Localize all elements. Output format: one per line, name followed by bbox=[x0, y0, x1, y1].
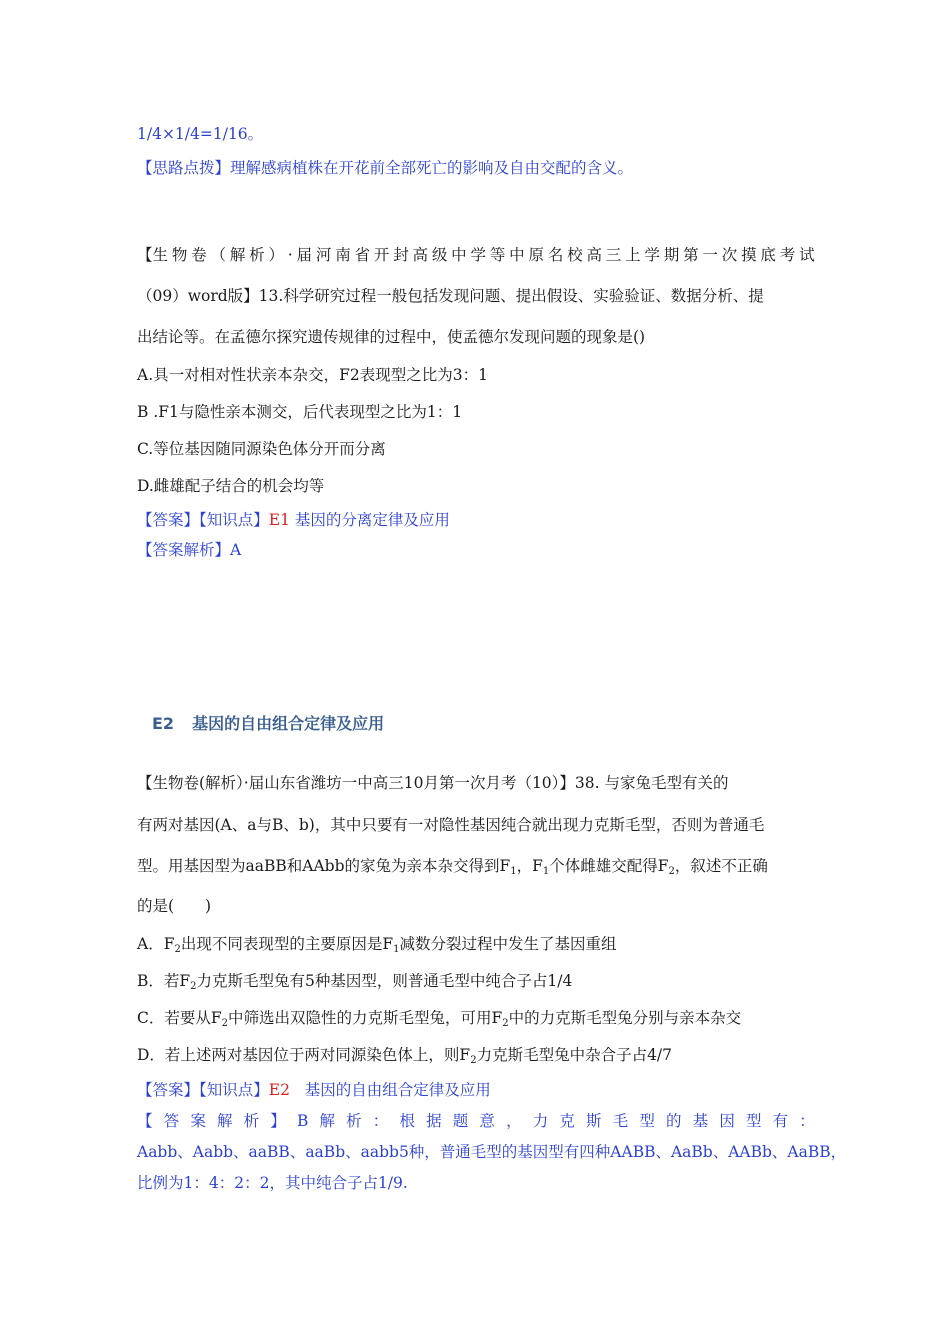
text-segment: ，叙述不正确 bbox=[674, 857, 768, 875]
spread-char: 一 bbox=[702, 246, 718, 264]
spread-char: 据 bbox=[426, 1112, 442, 1130]
spread-char: 高 bbox=[586, 246, 602, 264]
q13-title-line3: 出结论等。在孟德尔探究遗传规律的过程中，使孟德尔发现问题的现象是() bbox=[137, 328, 646, 346]
spread-char: ： bbox=[372, 1112, 389, 1130]
spread-char: 的 bbox=[666, 1112, 682, 1130]
text-segment: 中的力克斯毛型兔分别与亲本杂交 bbox=[508, 1009, 742, 1027]
spread-char: 中 bbox=[509, 246, 525, 264]
spread-char: 等 bbox=[489, 246, 506, 264]
q13-option-c: C.等位基因随同源染色体分开而分离 bbox=[137, 440, 386, 458]
spread-char: 】 bbox=[270, 1112, 286, 1130]
spread-char: 考 bbox=[779, 246, 796, 264]
spread-char: 型 bbox=[745, 1112, 762, 1130]
spread-char: 届 bbox=[296, 246, 313, 264]
spread-char: 答 bbox=[163, 1112, 180, 1130]
spread-char: ） bbox=[268, 246, 284, 264]
subscript: 1 bbox=[510, 866, 517, 877]
spread-char: 析 bbox=[243, 1112, 260, 1130]
text-segment: 力克斯毛型兔有5种基因型，则普通毛型中纯合子占1/4 bbox=[196, 972, 573, 990]
spread-char: 基 bbox=[692, 1112, 709, 1130]
text-segment: 力克斯毛型兔中杂合子占4/7 bbox=[476, 1046, 673, 1064]
spread-char: 学 bbox=[470, 246, 487, 264]
spread-char: ： bbox=[799, 1112, 815, 1130]
subscript: 2 bbox=[190, 981, 197, 992]
spread-char: 型 bbox=[639, 1112, 655, 1130]
spread-char: 原 bbox=[528, 246, 544, 264]
spread-char: 南 bbox=[335, 246, 351, 264]
spread-char: 名 bbox=[547, 246, 564, 264]
q38-title-line4: 的是( ) bbox=[137, 897, 212, 915]
q38-answer-line bbox=[137, 1080, 491, 1100]
knowledge-point-text: 基因的自由组合定律及应用 bbox=[304, 1081, 491, 1099]
answer-tag: 【答案】【知识点】 bbox=[137, 511, 269, 529]
subscript: 1 bbox=[542, 866, 550, 877]
q38-option-d bbox=[137, 1045, 672, 1065]
q38-title-line2: 有两对基因(A、a与B、b)，其中只要有一对隐性基因纯合就出现力克斯毛型，否则为普通毛 bbox=[137, 816, 765, 834]
knowledge-point-code: E1 bbox=[268, 511, 290, 529]
q38-analysis-line1 bbox=[137, 1111, 815, 1131]
spread-char: 试 bbox=[799, 246, 815, 264]
q13-option-a: A.具一对相对性状亲本杂交，F2表现型之比为3：1 bbox=[137, 366, 488, 384]
spread-char: 学 bbox=[644, 246, 660, 264]
text-segment: 减数分裂过程中发生了基因重组 bbox=[399, 935, 617, 953]
spread-char: 析 bbox=[249, 246, 265, 264]
spread-char: 开 bbox=[373, 246, 390, 264]
q13-answer-line bbox=[137, 510, 450, 530]
spread-char: 中 bbox=[451, 246, 467, 264]
hint-line bbox=[137, 158, 633, 178]
q38-title-line1: 【生物卷(解析）·届山东省潍坊一中高三10月第一次月考（10）】38. 与家兔毛型有关的 bbox=[137, 774, 729, 792]
subscript: 2 bbox=[668, 866, 675, 877]
spread-char: 力 bbox=[532, 1112, 549, 1130]
q13-option-b: B .F1与隐性亲本测交，后代表现型之比为1：1 bbox=[137, 403, 463, 421]
q13-analysis-line bbox=[137, 540, 241, 560]
answer-tag: 【答案】【知识点】 bbox=[137, 1081, 269, 1099]
subscript: 2 bbox=[502, 1018, 509, 1029]
subscript: 2 bbox=[174, 944, 181, 955]
text-segment: ，F bbox=[516, 857, 543, 875]
q38-option-b bbox=[137, 971, 572, 991]
spread-char: 克 bbox=[559, 1112, 575, 1130]
q38-analysis-line3: 比例为1：4：2：2，其中纯合子占1/9. bbox=[137, 1174, 408, 1192]
q38-analysis-line2: Aabb、Aabb、aaBB、aaBb、aabb5种，普通毛型的基因型有四种AABB、AaBb、AABb、AaBB， bbox=[137, 1143, 847, 1161]
text-segment: B．若F bbox=[137, 972, 191, 990]
analysis-tag: 【答案解析】 bbox=[137, 541, 231, 559]
text-segment: 个体雌雄交配得F bbox=[549, 857, 669, 875]
spread-char: 级 bbox=[431, 246, 448, 264]
calc-line: 1/4×1/4=1/16。 bbox=[137, 125, 264, 143]
spread-char: 根 bbox=[399, 1112, 415, 1130]
knowledge-point-text: 基因的分离定律及应用 bbox=[294, 511, 450, 529]
spread-char: 河 bbox=[315, 246, 332, 264]
section-code: E2 bbox=[152, 714, 175, 733]
spread-char: 意 bbox=[479, 1112, 495, 1130]
section-title: 基因的自由组合定律及应用 bbox=[192, 714, 385, 733]
text-segment: C．若要从F bbox=[137, 1009, 222, 1027]
spread-char: 高 bbox=[412, 246, 429, 264]
spread-char: 解 bbox=[216, 1112, 233, 1130]
spread-char: 卷 bbox=[191, 246, 207, 264]
spread-char: 省 bbox=[354, 246, 371, 264]
text-segment: 出现不同表现型的主要原因是F bbox=[180, 935, 394, 953]
text-segment: D．若上述两对基因位于两对同源染色体上，则F bbox=[137, 1046, 471, 1064]
spread-char: 第 bbox=[683, 246, 699, 264]
spread-char: 底 bbox=[760, 246, 776, 264]
spread-char: 三 bbox=[605, 246, 622, 264]
spread-char: 校 bbox=[567, 246, 583, 264]
spread-char: 解 bbox=[229, 246, 246, 264]
text-segment: 型。用基因型为aaBB和AAbb的家兔为亲本杂交得到F bbox=[137, 857, 511, 875]
spread-char: 解 bbox=[319, 1112, 335, 1130]
subscript: 2 bbox=[221, 1018, 228, 1029]
analysis-text: A bbox=[230, 541, 242, 559]
spread-char: ， bbox=[506, 1112, 522, 1130]
spread-char: 封 bbox=[393, 246, 409, 264]
text-segment: A．F bbox=[137, 935, 175, 953]
q38-option-a bbox=[137, 934, 616, 954]
q13-option-d: D.雌雄配子结合的机会均等 bbox=[137, 477, 325, 495]
spread-char: 析 bbox=[346, 1112, 362, 1130]
text-segment: 中筛选出双隐性的力克斯毛型兔，可用F bbox=[228, 1009, 503, 1027]
spread-char: 因 bbox=[719, 1112, 735, 1130]
spread-char: 有 bbox=[772, 1112, 789, 1130]
q38-option-c bbox=[137, 1008, 741, 1028]
spread-char: 物 bbox=[171, 246, 188, 264]
q13-title-line1 bbox=[137, 245, 815, 265]
spread-char: · bbox=[287, 246, 293, 264]
section-heading bbox=[152, 711, 402, 734]
spread-char: 次 bbox=[721, 246, 738, 264]
spread-char: 题 bbox=[452, 1112, 469, 1130]
knowledge-point-code: E2 bbox=[268, 1081, 290, 1099]
subscript: 1 bbox=[393, 944, 400, 955]
q38-title-line3 bbox=[137, 856, 768, 876]
hint-tag: 【思路点拨】 bbox=[137, 159, 231, 177]
spread-char: 【生 bbox=[137, 246, 169, 264]
spread-char: 【 bbox=[137, 1112, 153, 1130]
spread-char: 上 bbox=[625, 246, 641, 264]
spread-char: B bbox=[296, 1112, 309, 1130]
subscript: 2 bbox=[470, 1055, 477, 1066]
q13-title-line2: （09）word版】13.科学研究过程一般包括发现问题、提出假设、实验验证、数据分析、提 bbox=[137, 287, 764, 305]
spread-char: 期 bbox=[663, 246, 680, 264]
hint-text: 理解感病植株在开花前全部死亡的影响及自由交配的含义。 bbox=[230, 159, 634, 177]
spread-char: 毛 bbox=[612, 1112, 629, 1130]
spread-char: 摸 bbox=[741, 246, 757, 264]
spread-char: 斯 bbox=[586, 1112, 602, 1130]
spread-char: （ bbox=[210, 246, 226, 264]
spread-char: 案 bbox=[190, 1112, 206, 1130]
